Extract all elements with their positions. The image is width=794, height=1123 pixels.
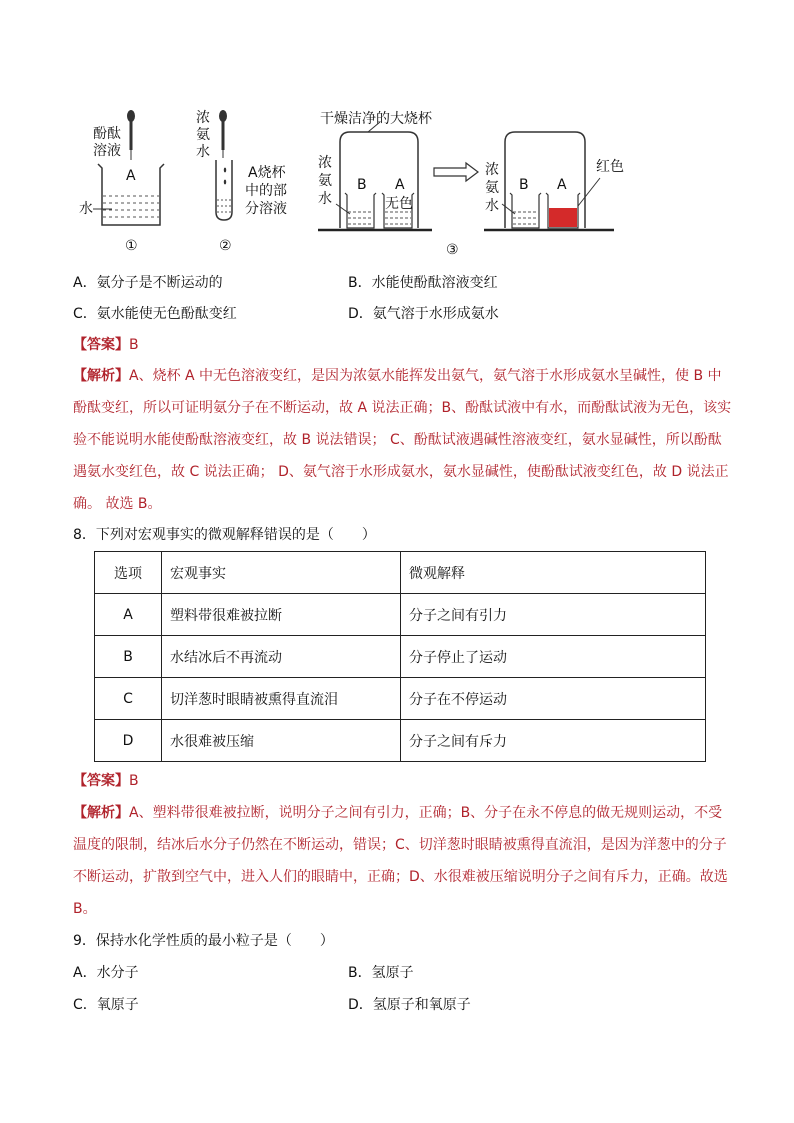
label-water: 水 [79, 201, 93, 217]
q7-answer-value: B [129, 337, 139, 353]
big-beaker-left [318, 122, 432, 230]
table-row [95, 720, 706, 762]
q8-analysis [73, 797, 728, 925]
table-cell: 切洋葱时眼睛被熏得直流泪 [162, 678, 401, 720]
q7-option-a: A．氨分子是不断运动的 [73, 275, 223, 291]
label-beaker-a-1: A [126, 168, 136, 184]
table-cell: 塑料带很难被拉断 [162, 594, 401, 636]
label-beaker-a-right: A [557, 177, 567, 193]
dropper-2 [219, 110, 227, 158]
table-cell: A [95, 594, 162, 636]
figure-number-2: ② [219, 238, 232, 254]
q9-question: 9．保持水化学性质的最小粒子是（ ） [73, 933, 334, 949]
q8-analysis-line-1: 【解析】A、塑料带很难被拉断，说明分子之间有引力，正确；B、分子在永不停息的做无规则运动，不受 [73, 805, 723, 821]
q8-analysis-line-3: 不断运动，扩散到空气中，进入人们的眼睛中，正确；D、水很难被压缩说明分子之间有斥力，正确。故选 [73, 869, 728, 885]
big-beaker-right [484, 132, 614, 230]
label-ammonia-3a-3: 水 [318, 191, 332, 207]
table-row [95, 636, 706, 678]
q7-analysis-line-5: 确。 故选 B。 [73, 496, 162, 512]
q8-answer-value: B [129, 773, 139, 789]
table-cell: C [95, 678, 162, 720]
table-cell: B [95, 636, 162, 678]
table-row [95, 678, 706, 720]
label-partial-3: 分溶液 [245, 201, 287, 217]
label-ammonia-3: 水 [196, 144, 210, 160]
dropper-1 [127, 110, 135, 160]
q7-answer [73, 337, 139, 353]
q8-answer-label: 【答案】 [73, 773, 129, 789]
label-beaker-b-right: B [519, 177, 529, 193]
q8-analysis-line-2: 温度的限制，结冰后水分子仍然在不断运动，错误；C、切洋葱时眼睛被熏得直流泪，是因为洋葱中的分子 [73, 837, 727, 853]
q8-analysis-line-4: B。 [73, 901, 97, 917]
table-row [95, 594, 706, 636]
label-ammonia-3a-2: 氨 [318, 173, 332, 189]
label-ammonia-2: 氨 [196, 127, 210, 143]
table-header-cell: 微观解释 [401, 552, 706, 594]
q9-option-b: B．氢原子 [348, 965, 414, 981]
arrow [434, 163, 478, 181]
q9-option-a: A．水分子 [73, 965, 139, 981]
label-red: 红色 [596, 159, 624, 175]
q7-option-d: D．氨气溶于水形成氨水 [348, 306, 499, 322]
q7-analysis-label: 【解析】 [73, 368, 129, 384]
q7-analysis-line-2: 酚酞变红，所以可证明氨分子在不断运动，故 A 说法正确；B、酚酞试液中有水，而酚酞试液为无色，该实 [73, 400, 732, 416]
figure-number-1: ① [125, 238, 138, 254]
label-ammonia-3b-2: 氨 [485, 180, 499, 196]
q8-analysis-label: 【解析】 [73, 805, 129, 821]
label-beaker-b-left: B [357, 177, 367, 193]
label-ammonia-3b-3: 水 [485, 198, 499, 214]
test-tube [216, 160, 232, 220]
table-cell: 分子之间有斥力 [401, 720, 706, 762]
label-colorless: 无色 [385, 196, 413, 212]
label-phenol-2: 溶液 [93, 143, 121, 159]
table-cell: D [95, 720, 162, 762]
q8-answer [73, 773, 139, 789]
table-cell: 分子停止了运动 [401, 636, 706, 678]
label-ammonia-1: 浓 [196, 110, 210, 126]
q7-analysis-line-1: 【解析】A、烧杯 A 中无色溶液变红，是因为浓氨水能挥发出氨气，氨气溶于水形成氨水呈碱性，使 B 中 [73, 368, 722, 384]
table-cell: 水很难被压缩 [162, 720, 401, 762]
label-big-beaker: 干燥洁净的大烧杯 [320, 111, 432, 127]
q9-option-c: C．氧原子 [73, 997, 139, 1013]
figure-number-3: ③ [446, 242, 459, 258]
label-partial-2: 中的部 [245, 183, 287, 199]
q7-option-b: B．水能使酚酞溶液变红 [348, 275, 498, 291]
label-ammonia-3a-1: 浓 [318, 155, 332, 171]
table-header-row [95, 552, 706, 594]
table-cell: 分子之间有引力 [401, 594, 706, 636]
label-phenol-1: 酚酞 [93, 126, 121, 142]
q7-option-c: C．氨水能使无色酚酞变红 [73, 306, 237, 322]
label-partial-1: A烧杯 [248, 165, 286, 181]
q7-analysis [73, 360, 732, 520]
q7-analysis-line-4: 遇氨水变红色，故 C 说法正确； D、氨气溶于水形成氨水，氨水显碱性，使酚酞试液变红色，故 D 说法正 [73, 464, 729, 480]
table-header-cell: 选项 [95, 552, 162, 594]
label-ammonia-3b-1: 浓 [485, 162, 499, 178]
red-solution [549, 208, 577, 227]
table-cell: 分子在不停运动 [401, 678, 706, 720]
q7-answer-label: 【答案】 [73, 337, 129, 353]
table-cell: 水结冰后不再流动 [162, 636, 401, 678]
q9-option-d: D．氢原子和氧原子 [348, 997, 471, 1013]
table-header-cell: 宏观事实 [162, 552, 401, 594]
label-beaker-a-left: A [395, 177, 405, 193]
q7-analysis-line-3: 验不能说明水能使酚酞溶液变红，故 B 说法错误； C、酚酞试液遇碱性溶液变红，氨水显碱性，所以酚酞 [73, 432, 722, 448]
q8-table [94, 551, 706, 762]
q8-question: 8．下列对宏观事实的微观解释错误的是（ ） [73, 527, 376, 543]
